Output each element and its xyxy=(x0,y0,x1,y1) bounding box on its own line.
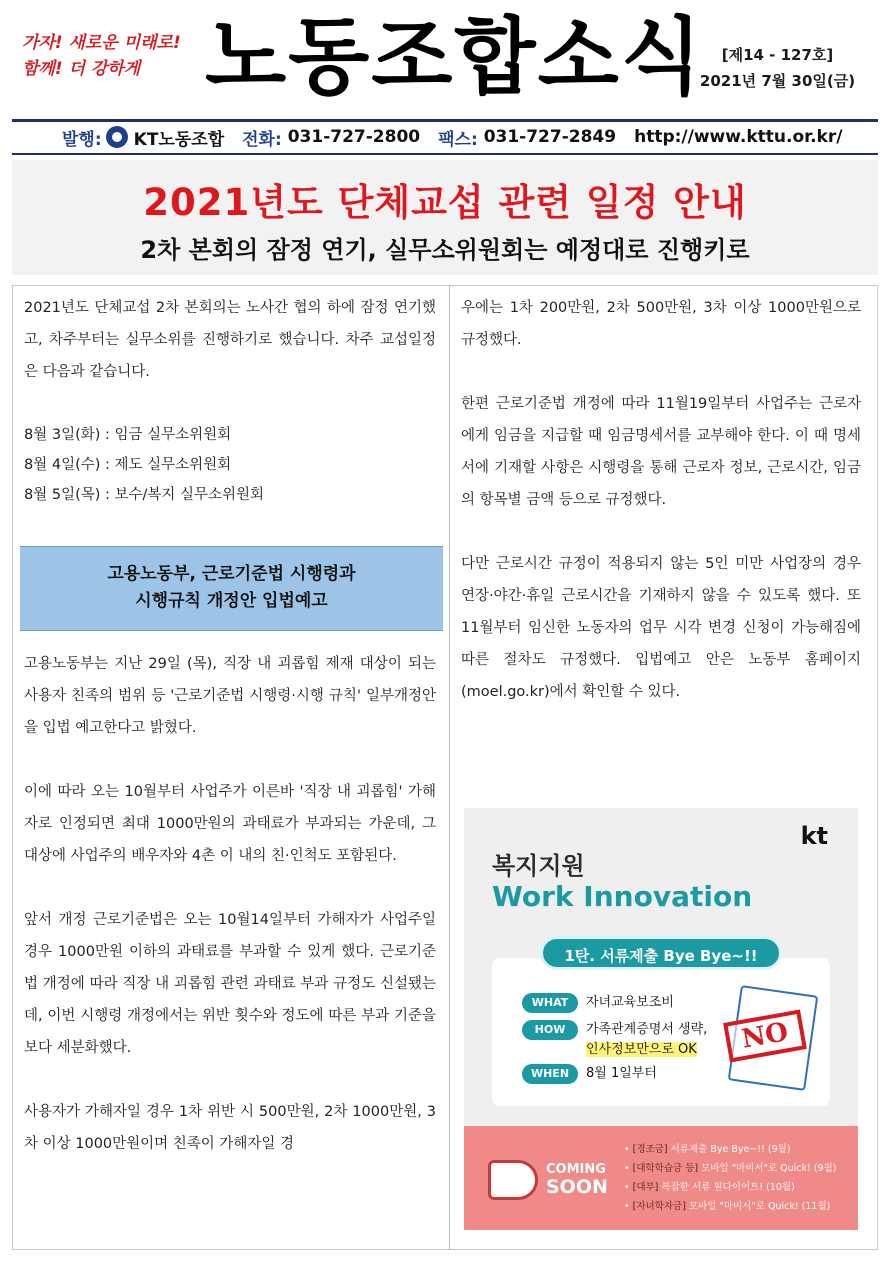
what-text: 자녀교육보조비 xyxy=(586,995,674,1010)
coming-soon-badge xyxy=(486,1152,614,1204)
phone-number: 031-727-2800 xyxy=(287,127,421,147)
publisher-name: KT노동조합 xyxy=(133,129,225,150)
coming-soon-band xyxy=(464,1126,858,1230)
no-stamp: NO xyxy=(723,1010,807,1063)
article2-title-line2: 시행규칙 개정안 입법예고 xyxy=(135,591,328,611)
fax-label: 팩스: xyxy=(438,129,478,150)
newsletter-title: 노동조합소식 xyxy=(205,8,704,106)
issue-info xyxy=(690,42,865,94)
schedule-item: 8월 4일(수) : 제도 실무소위원회 xyxy=(24,457,232,473)
article1 xyxy=(24,292,436,510)
article2-heading xyxy=(20,546,443,631)
article2-left xyxy=(24,648,436,1160)
website-link[interactable]: http://www.kttu.or.kr/ xyxy=(634,127,843,147)
coming-text: COMING xyxy=(546,1162,606,1177)
kt-logo: kt xyxy=(800,822,828,850)
when-text: 8월 1일부터 xyxy=(586,1066,657,1081)
article2-paragraph: 우에는 1차 200만원, 2차 500만원, 3차 이상 1000만원으로 규정했다. xyxy=(461,300,861,348)
article2-paragraph: 다만 근로시간 규정이 적용되지 않는 5인 미만 사업장의 경우 연장·야간·휴일 근로시간을 기재하지 않을 수 있도록 했다. 또 11월부터 임신한 노동자의 업무 시각 변경 신청이 가능해짐에 따른 절차도 규정했다. 입법예고 안은 노동부 홈페이지 (moel.go.kr)에서 확인할 수 있다. xyxy=(461,556,861,700)
article1-intro: 2021년도 단체교섭 2차 본회의는 노사간 협의 하에 잠정 연기했고, 차주부터는 실무소위를 진행하기로 했습니다. 차주 교섭일정은 다음과 같습니다. xyxy=(24,300,436,380)
welfare-ad-image xyxy=(464,808,858,1230)
slogan-line-1: 가자! 새로운 미래로! xyxy=(22,33,181,53)
list-item: • [대학학습금 등] 모바일 "마비서"로 Quick! (9월) xyxy=(624,1163,837,1174)
upcoming-list xyxy=(624,1140,837,1216)
list-item: • [경조금] 서류제출 Bye Bye~!! (9월) xyxy=(624,1144,791,1155)
how-text-line1: 가족관계증명서 생략, xyxy=(586,1022,708,1037)
column-divider xyxy=(449,285,450,1250)
what-tag: WHAT xyxy=(522,993,578,1013)
list-item: • [대부] 복잡한 서류 원다이어트! (10월) xyxy=(624,1182,795,1193)
issue-number: [제14 - 127호] xyxy=(721,46,834,64)
fax-number: 031-727-2849 xyxy=(483,127,617,147)
how-text-line2: 인사정보만으로 OK xyxy=(586,1042,697,1057)
ad-title: 복지지원 xyxy=(492,852,585,880)
issue-date: 2021년 7월 30일(금) xyxy=(699,72,856,90)
ad-pill-banner: 1탄. 서류제출 Bye Bye~!! xyxy=(540,936,782,970)
headline-title: 2021년도 단체교섭 관련 일정 안내 xyxy=(143,181,747,224)
headline-subtitle: 2차 본회의 잠정 연기, 실무소위원회는 예정대로 진행키로 xyxy=(140,236,750,264)
megaphone-icon xyxy=(488,1160,538,1200)
slogan xyxy=(22,30,202,82)
publisher-label: 발행: xyxy=(62,129,102,150)
article2-paragraph: 사용자가 가해자일 경우 1차 위반 시 500만원, 2차 1000만원, 3차 이상 1000만원이며 친족이 가해자일 경 xyxy=(24,1104,436,1152)
headline-panel xyxy=(12,160,878,275)
article2-title-line1: 고용노동부, 근로기준법 시행령과 xyxy=(107,564,356,584)
soon-text: SOON xyxy=(546,1176,608,1198)
how-tag: HOW xyxy=(522,1020,578,1040)
article2-paragraph: 한편 근로기준법 개정에 따라 11월19일부터 사업주는 근로자에게 임금을 지급할 때 임금명세서를 교부해야 한다. 이 때 명세서에 기재할 사항은 시행령을 통해 근로자 정보, 근로시간, 임금의 항목별 금액 등으로 규정했다. xyxy=(461,396,861,508)
ad-what-row xyxy=(522,993,674,1013)
article2-paragraph: 이에 따라 오는 10월부터 사업주가 이른바 '직장 내 괴롭힘' 가해자로 인정되면 최대 1000만원의 과태료가 부과되는 가운데, 그 대상에 사업주의 배우자와 4촌 이 내의 친·인척도 포함된다. xyxy=(24,784,436,864)
schedule-item: 8월 3일(화) : 임금 실무소위원회 xyxy=(24,427,232,443)
when-tag: WHEN xyxy=(522,1064,578,1084)
ad-when-row xyxy=(522,1064,657,1084)
article2-paragraph: 고용노동부는 지난 29일 (목), 직장 내 괴롭힘 제재 대상이 되는 사용자 친족의 범위 등 '근로기준법 시행령·시행 규칙' 일부개정안을 입법 예고한다고 밝혔다. xyxy=(24,656,436,736)
schedule-item: 8월 5일(목) : 보수/복지 실무소위원회 xyxy=(24,487,265,503)
slogan-line-2: 함께! 더 강하게 xyxy=(22,59,141,79)
article2-paragraph: 앞서 개정 근로기준법은 오는 10월14일부터 가해자가 사업주일 경우 1000만원 이하의 과태료를 부과할 수 있게 했다. 근로기준법 개정에 따라 직장 내 괴롭힘 관련 과태료 부과 규정도 신설됐는데, 이번 시행령 개정에서는 위반 횟수와 정도에 따른 부과 기준을 보다 세분화했다. xyxy=(24,912,436,1056)
kttu-logo-icon xyxy=(106,126,128,148)
how-text xyxy=(586,1020,707,1060)
masthead xyxy=(0,0,890,118)
header-rule-bottom xyxy=(12,153,878,155)
ad-how-row xyxy=(522,1020,707,1060)
publisher-bar xyxy=(12,122,878,152)
list-item: • [자녀학자금] 모바일 "마비서"로 Quick! (11월) xyxy=(624,1201,831,1212)
article2-right xyxy=(461,292,861,708)
phone-label: 전화: xyxy=(242,129,282,150)
ad-subtitle: Work Innovation xyxy=(492,880,753,913)
